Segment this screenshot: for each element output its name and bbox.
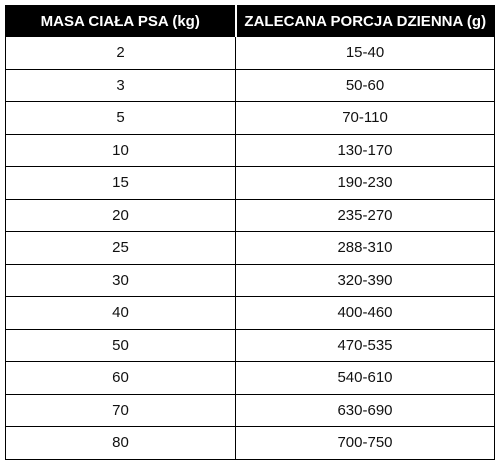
table-row xyxy=(6,427,495,460)
header-dog-weight: MASA CIAŁA PSA (kg) xyxy=(6,6,236,37)
portion-cell: 288-310 xyxy=(236,232,495,265)
table-row xyxy=(6,69,495,102)
weight-cell: 3 xyxy=(6,69,236,102)
table-header xyxy=(6,6,495,37)
portion-cell: 630-690 xyxy=(236,394,495,427)
portion-cell: 400-460 xyxy=(236,297,495,330)
table-row xyxy=(6,37,495,70)
portion-cell: 700-750 xyxy=(236,427,495,460)
weight-cell: 2 xyxy=(6,37,236,70)
table-row xyxy=(6,362,495,395)
portion-cell: 130-170 xyxy=(236,134,495,167)
table-row xyxy=(6,394,495,427)
weight-cell: 25 xyxy=(6,232,236,265)
portion-cell: 190-230 xyxy=(236,167,495,200)
header-row xyxy=(6,6,495,37)
weight-cell: 60 xyxy=(6,362,236,395)
weight-cell: 70 xyxy=(6,394,236,427)
weight-cell: 10 xyxy=(6,134,236,167)
weight-cell: 5 xyxy=(6,102,236,135)
portion-cell: 50-60 xyxy=(236,69,495,102)
table-row xyxy=(6,232,495,265)
portion-cell: 470-535 xyxy=(236,329,495,362)
weight-cell: 20 xyxy=(6,199,236,232)
table-row xyxy=(6,264,495,297)
weight-cell: 80 xyxy=(6,427,236,460)
table-row xyxy=(6,297,495,330)
weight-cell: 40 xyxy=(6,297,236,330)
table-row xyxy=(6,102,495,135)
portion-cell: 320-390 xyxy=(236,264,495,297)
portion-cell: 540-610 xyxy=(236,362,495,395)
feeding-table xyxy=(5,5,495,460)
weight-cell: 15 xyxy=(6,167,236,200)
table-row xyxy=(6,329,495,362)
weight-cell: 50 xyxy=(6,329,236,362)
weight-cell: 30 xyxy=(6,264,236,297)
portion-cell: 235-270 xyxy=(236,199,495,232)
header-daily-portion: ZALECANA PORCJA DZIENNA (g) xyxy=(236,6,495,37)
table-row xyxy=(6,134,495,167)
portion-cell: 15-40 xyxy=(236,37,495,70)
table-row xyxy=(6,199,495,232)
table-body xyxy=(6,37,495,460)
feeding-table-container xyxy=(5,5,494,460)
table-row xyxy=(6,167,495,200)
portion-cell: 70-110 xyxy=(236,102,495,135)
